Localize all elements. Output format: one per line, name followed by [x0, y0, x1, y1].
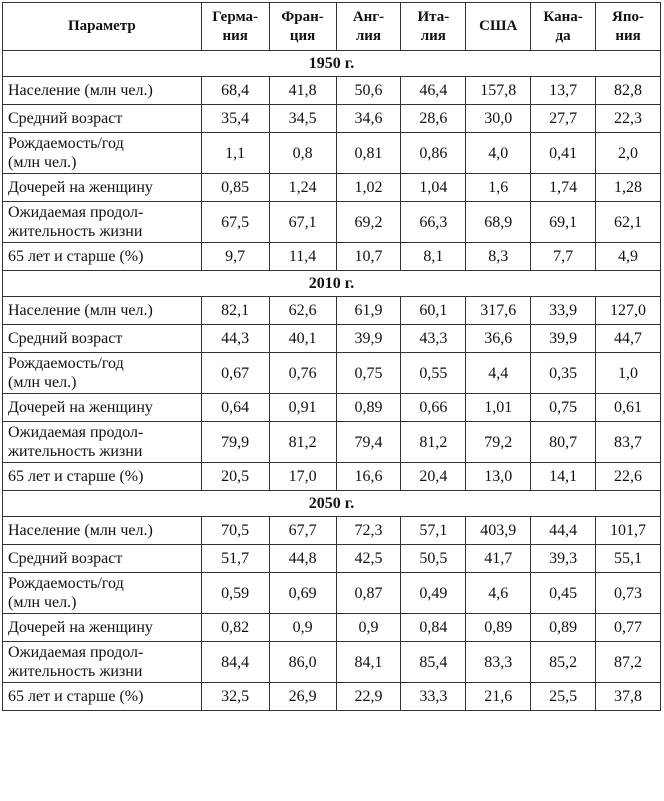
- table-row: [3, 573, 661, 614]
- table-cell: 11,4: [269, 243, 336, 271]
- table-cell: 0,73: [596, 573, 661, 614]
- section-title: 1950 г.: [3, 51, 661, 77]
- table-row: [3, 463, 661, 491]
- table-cell: 0,61: [596, 394, 661, 422]
- table-cell: 36,6: [466, 325, 531, 353]
- header-country: США: [466, 3, 531, 51]
- table-cell: 62,1: [596, 202, 661, 243]
- table-cell: 0,67: [201, 353, 269, 394]
- table-cell: 0,77: [596, 614, 661, 642]
- table-cell: 26,9: [269, 683, 336, 711]
- table-cell: 87,2: [596, 642, 661, 683]
- row-label: 65 лет и старше (%): [3, 463, 202, 491]
- table-row: [3, 683, 661, 711]
- table-cell: 44,3: [201, 325, 269, 353]
- table-row: [3, 77, 661, 105]
- table-cell: 0,35: [531, 353, 596, 394]
- table-cell: 1,6: [466, 174, 531, 202]
- table-cell: 67,7: [269, 517, 336, 545]
- table-cell: 42,5: [336, 545, 401, 573]
- table-cell: 20,4: [401, 463, 466, 491]
- table-cell: 4,0: [466, 133, 531, 174]
- table-row: [3, 174, 661, 202]
- row-label: Население (млн чел.): [3, 297, 202, 325]
- table-cell: 0,9: [269, 614, 336, 642]
- table-cell: 60,1: [401, 297, 466, 325]
- table-row: [3, 545, 661, 573]
- table-cell: 68,4: [201, 77, 269, 105]
- table-cell: 43,3: [401, 325, 466, 353]
- table-cell: 21,6: [466, 683, 531, 711]
- table-cell: 157,8: [466, 77, 531, 105]
- table-cell: 0,84: [401, 614, 466, 642]
- table-cell: 41,8: [269, 77, 336, 105]
- table-cell: 0,81: [336, 133, 401, 174]
- table-cell: 403,9: [466, 517, 531, 545]
- table-cell: 72,3: [336, 517, 401, 545]
- header-country: Япо- ния: [596, 3, 661, 51]
- table-cell: 0,55: [401, 353, 466, 394]
- table-cell: 69,2: [336, 202, 401, 243]
- section-title: 2010 г.: [3, 271, 661, 297]
- table-cell: 10,7: [336, 243, 401, 271]
- table-cell: 0,75: [336, 353, 401, 394]
- table-cell: 4,9: [596, 243, 661, 271]
- table-cell: 50,6: [336, 77, 401, 105]
- section-title: 2050 г.: [3, 491, 661, 517]
- table-cell: 35,4: [201, 105, 269, 133]
- table-cell: 25,5: [531, 683, 596, 711]
- table-cell: 39,9: [531, 325, 596, 353]
- table-cell: 20,5: [201, 463, 269, 491]
- row-label: Дочерей на женщину: [3, 394, 202, 422]
- table-cell: 1,02: [336, 174, 401, 202]
- table-cell: 85,2: [531, 642, 596, 683]
- table-cell: 0,87: [336, 573, 401, 614]
- table-cell: 7,7: [531, 243, 596, 271]
- table-cell: 81,2: [401, 422, 466, 463]
- table-cell: 0,86: [401, 133, 466, 174]
- table-cell: 61,9: [336, 297, 401, 325]
- table-cell: 34,6: [336, 105, 401, 133]
- table-cell: 67,1: [269, 202, 336, 243]
- header-country: Кана- да: [531, 3, 596, 51]
- row-label: Дочерей на женщину: [3, 174, 202, 202]
- table-cell: 0,89: [336, 394, 401, 422]
- table-cell: 84,4: [201, 642, 269, 683]
- table-cell: 1,01: [466, 394, 531, 422]
- table-cell: 13,0: [466, 463, 531, 491]
- table-cell: 32,5: [201, 683, 269, 711]
- table-cell: 40,1: [269, 325, 336, 353]
- table-row: [3, 243, 661, 271]
- header-country: Ита- лия: [401, 3, 466, 51]
- table-cell: 57,1: [401, 517, 466, 545]
- table-cell: 79,2: [466, 422, 531, 463]
- row-label: Население (млн чел.): [3, 517, 202, 545]
- table-cell: 317,6: [466, 297, 531, 325]
- table-cell: 127,0: [596, 297, 661, 325]
- row-label: Ожидаемая продол- жительность жизни: [3, 422, 202, 463]
- table-cell: 69,1: [531, 202, 596, 243]
- table-cell: 0,9: [336, 614, 401, 642]
- table-cell: 22,6: [596, 463, 661, 491]
- row-label: Население (млн чел.): [3, 77, 202, 105]
- table-cell: 4,4: [466, 353, 531, 394]
- row-label: 65 лет и старше (%): [3, 243, 202, 271]
- section-header-row: [3, 491, 661, 517]
- row-label: Средний возраст: [3, 105, 202, 133]
- table-cell: 83,3: [466, 642, 531, 683]
- row-label: Средний возраст: [3, 545, 202, 573]
- table-cell: 27,7: [531, 105, 596, 133]
- section-header-row: [3, 51, 661, 77]
- header-country: Герма- ния: [201, 3, 269, 51]
- table-cell: 70,5: [201, 517, 269, 545]
- table-cell: 55,1: [596, 545, 661, 573]
- table-cell: 86,0: [269, 642, 336, 683]
- row-label: Рождаемость/год (млн чел.): [3, 353, 202, 394]
- table-cell: 0,49: [401, 573, 466, 614]
- table-cell: 22,3: [596, 105, 661, 133]
- header-country: Анг- лия: [336, 3, 401, 51]
- table-cell: 0,76: [269, 353, 336, 394]
- table-cell: 41,7: [466, 545, 531, 573]
- table-cell: 0,41: [531, 133, 596, 174]
- table-cell: 0,45: [531, 573, 596, 614]
- table-cell: 33,3: [401, 683, 466, 711]
- table-cell: 16,6: [336, 463, 401, 491]
- table-cell: 8,1: [401, 243, 466, 271]
- table-row: [3, 325, 661, 353]
- row-label: Ожидаемая продол- жительность жизни: [3, 202, 202, 243]
- table-cell: 9,7: [201, 243, 269, 271]
- table-cell: 0,8: [269, 133, 336, 174]
- table-cell: 44,4: [531, 517, 596, 545]
- table-cell: 39,3: [531, 545, 596, 573]
- table-cell: 44,8: [269, 545, 336, 573]
- table-cell: 0,69: [269, 573, 336, 614]
- row-label: Ожидаемая продол- жительность жизни: [3, 642, 202, 683]
- table-cell: 17,0: [269, 463, 336, 491]
- table-cell: 1,74: [531, 174, 596, 202]
- table-cell: 34,5: [269, 105, 336, 133]
- table-row: [3, 422, 661, 463]
- table-cell: 0,82: [201, 614, 269, 642]
- table-cell: 39,9: [336, 325, 401, 353]
- table-cell: 46,4: [401, 77, 466, 105]
- table-cell: 51,7: [201, 545, 269, 573]
- table-cell: 62,6: [269, 297, 336, 325]
- table-cell: 30,0: [466, 105, 531, 133]
- table-cell: 67,5: [201, 202, 269, 243]
- row-label: Рождаемость/год (млн чел.): [3, 573, 202, 614]
- table-cell: 85,4: [401, 642, 466, 683]
- table-row: [3, 614, 661, 642]
- table-cell: 66,3: [401, 202, 466, 243]
- row-label: 65 лет и старше (%): [3, 683, 202, 711]
- table-cell: 81,2: [269, 422, 336, 463]
- table-cell: 22,9: [336, 683, 401, 711]
- header-country: Фран- ция: [269, 3, 336, 51]
- table-row: [3, 297, 661, 325]
- table-cell: 79,9: [201, 422, 269, 463]
- table-cell: 0,75: [531, 394, 596, 422]
- demographics-table: [2, 2, 661, 711]
- table-cell: 8,3: [466, 243, 531, 271]
- table-cell: 1,0: [596, 353, 661, 394]
- table-row: [3, 394, 661, 422]
- table-cell: 82,1: [201, 297, 269, 325]
- table-cell: 1,04: [401, 174, 466, 202]
- table-cell: 37,8: [596, 683, 661, 711]
- table-row: [3, 202, 661, 243]
- table-cell: 1,24: [269, 174, 336, 202]
- table-cell: 28,6: [401, 105, 466, 133]
- table-cell: 79,4: [336, 422, 401, 463]
- row-label: Дочерей на женщину: [3, 614, 202, 642]
- row-label: Рождаемость/год (млн чел.): [3, 133, 202, 174]
- table-cell: 0,59: [201, 573, 269, 614]
- header-row: [3, 3, 661, 51]
- table-cell: 82,8: [596, 77, 661, 105]
- table-row: [3, 105, 661, 133]
- table-cell: 0,64: [201, 394, 269, 422]
- table-cell: 33,9: [531, 297, 596, 325]
- table-cell: 83,7: [596, 422, 661, 463]
- table-cell: 44,7: [596, 325, 661, 353]
- table-cell: 0,89: [466, 614, 531, 642]
- table-cell: 4,6: [466, 573, 531, 614]
- table-cell: 101,7: [596, 517, 661, 545]
- table-cell: 80,7: [531, 422, 596, 463]
- table-cell: 1,28: [596, 174, 661, 202]
- table-row: [3, 353, 661, 394]
- table-cell: 2,0: [596, 133, 661, 174]
- table-cell: 13,7: [531, 77, 596, 105]
- section-header-row: [3, 271, 661, 297]
- table-row: [3, 517, 661, 545]
- table-cell: 1,1: [201, 133, 269, 174]
- table-cell: 84,1: [336, 642, 401, 683]
- row-label: Средний возраст: [3, 325, 202, 353]
- table-row: [3, 133, 661, 174]
- table-cell: 14,1: [531, 463, 596, 491]
- table-cell: 68,9: [466, 202, 531, 243]
- table-body: [3, 51, 661, 711]
- header-parameter: Параметр: [3, 3, 202, 51]
- table-cell: 0,66: [401, 394, 466, 422]
- table-cell: 0,85: [201, 174, 269, 202]
- table-cell: 50,5: [401, 545, 466, 573]
- table-cell: 0,89: [531, 614, 596, 642]
- table-row: [3, 642, 661, 683]
- table-cell: 0,91: [269, 394, 336, 422]
